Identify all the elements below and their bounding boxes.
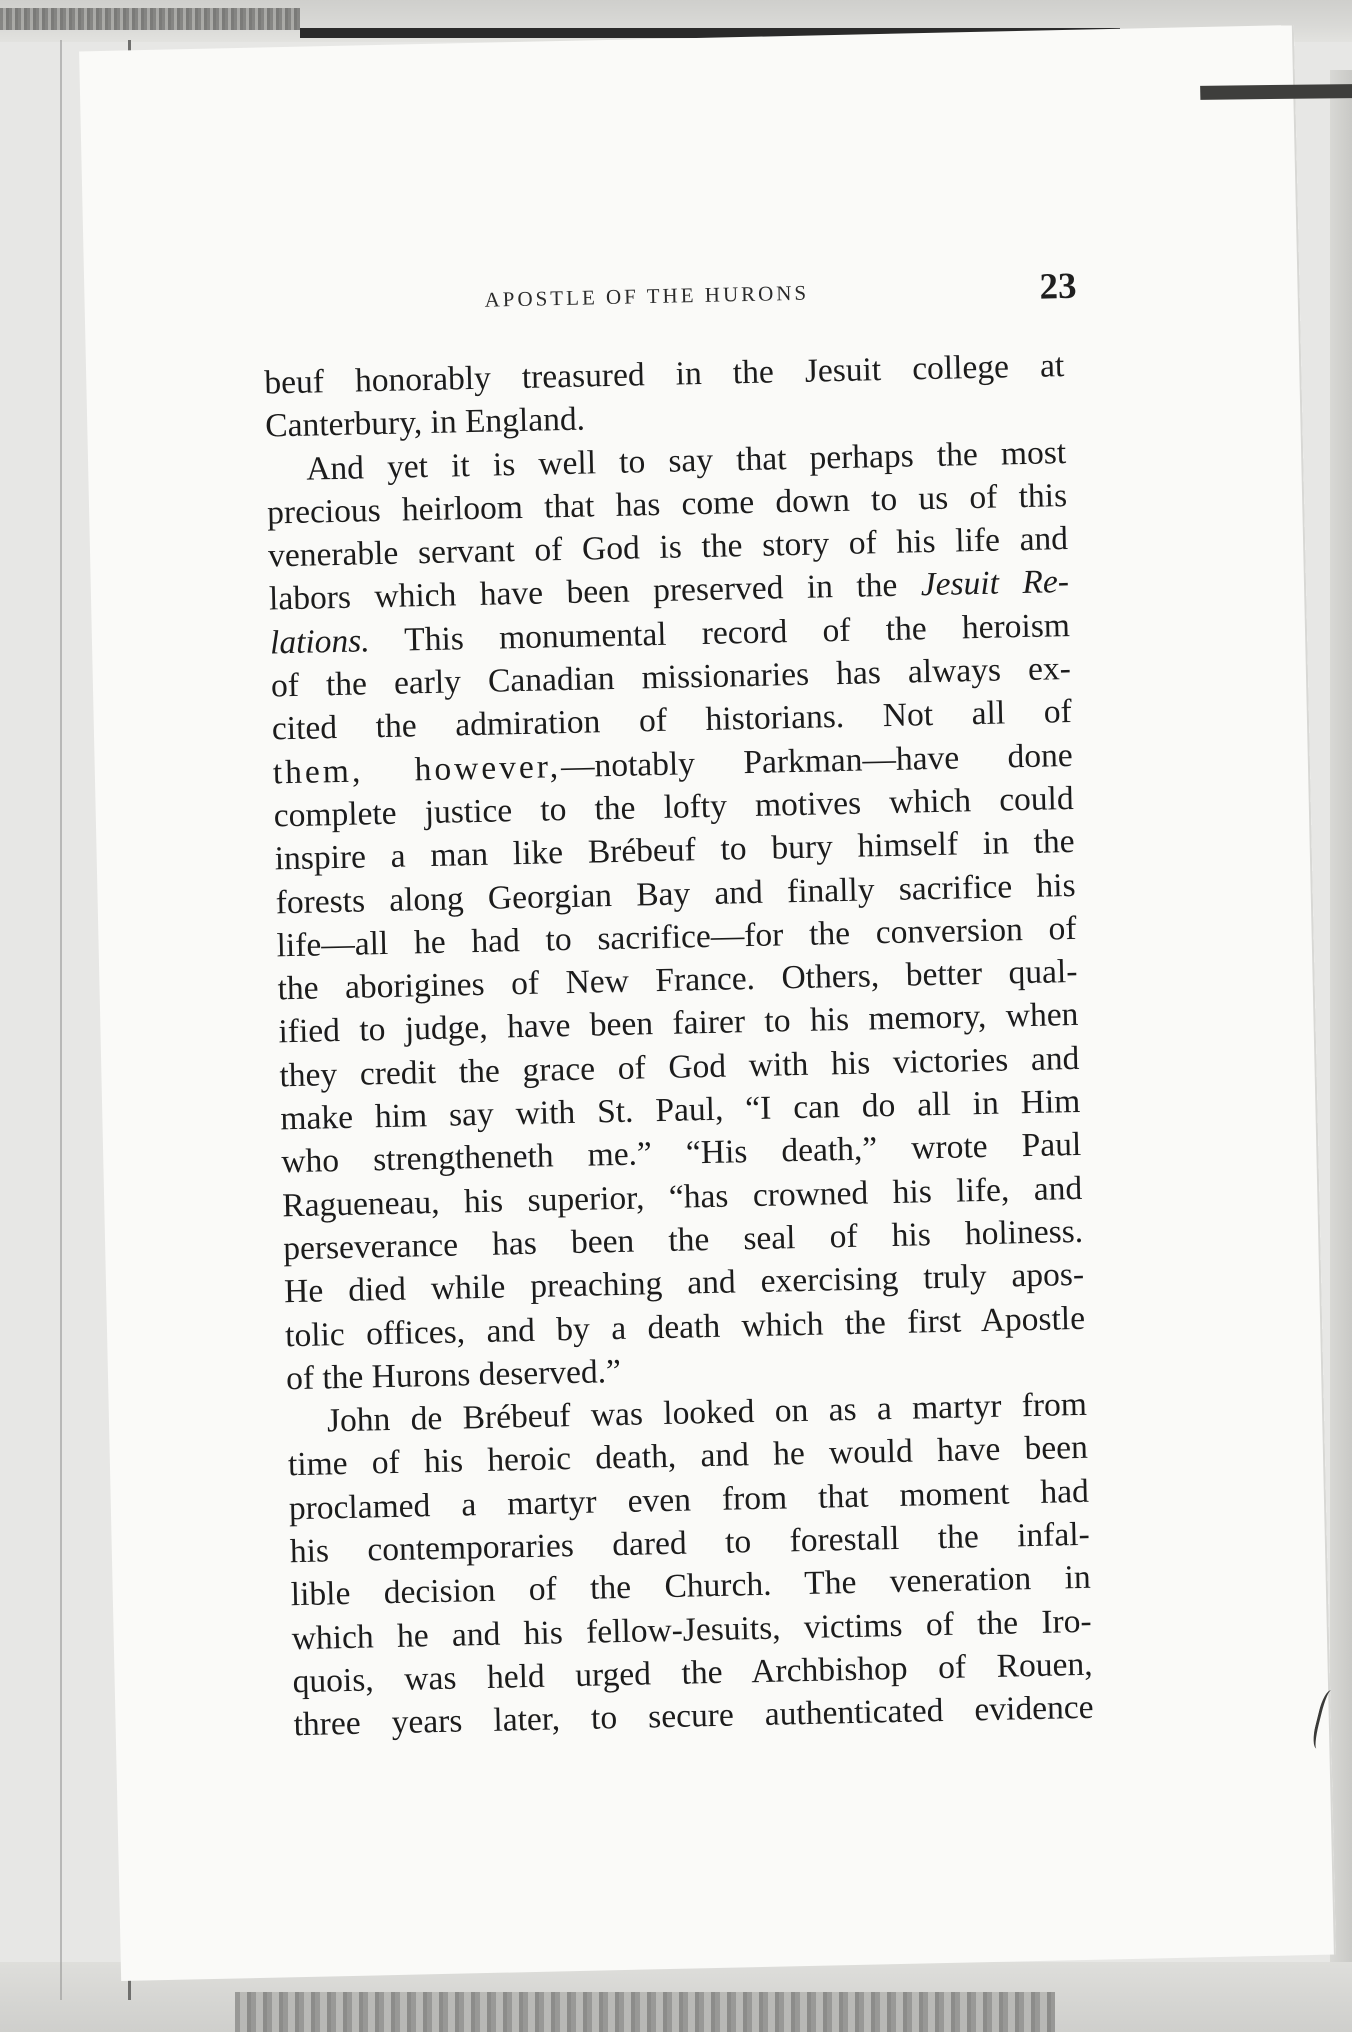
text-line: John de Brébeuf was looked on as a martyr from (326, 1385, 1088, 1440)
text-line: ified to judge, have been fairer to his memory, when (278, 996, 1079, 1051)
text-line: And yet it is well to say that perhaps the most (305, 433, 1067, 488)
text-fragment: labors which have been preserved in the (268, 567, 898, 618)
text-line: of the Hurons deserved.” (285, 1352, 622, 1398)
text-line: lible decision of the Church. The veneration in (290, 1559, 1092, 1614)
book-spine-shadow (60, 40, 62, 2000)
text-line: inspire a man like Brébeuf to bury himself in the (274, 823, 1075, 878)
scan-edge-mark (235, 1992, 1055, 2032)
text-line: forests along Georgian Bay and finally sacrifice his (275, 866, 1076, 921)
page-number: 23 (1039, 265, 1077, 308)
text-fragment: —notably Parkman—have done (560, 736, 1074, 785)
text-fragment: them, however, (272, 747, 562, 792)
italic-title: lations. (269, 622, 371, 662)
text-line: Canterbury, in England. (264, 400, 586, 445)
text-line: life—all he had to sacrifice—for the conversion of (276, 909, 1077, 965)
scan-edge-mark (0, 8, 300, 30)
body-text (264, 344, 1094, 1747)
text-line: three years later, to secure authenticated evidence (293, 1688, 1094, 1744)
text-line: beuf honorably treasured in the Jesuit college at (263, 347, 1065, 402)
text-line: venerable servant of God is the story of his life and (267, 520, 1069, 575)
text-fragment: This monumental record of the heroism (403, 606, 1071, 659)
text-line: He died while preaching and exercising truly apos- (283, 1256, 1085, 1311)
page-top-shadow (1200, 83, 1352, 100)
text-line: his contemporaries dared to forestall the infal- (289, 1515, 1091, 1571)
text-line: Ragueneau, his superior, “has crowned his life, and (281, 1169, 1083, 1224)
text-line: perseverance has been the seal of his holiness. (282, 1212, 1084, 1268)
text-line: time of his heroic death, and he would have been (287, 1429, 1089, 1484)
text-line: cited the admiration of historians. Not all of (271, 693, 1073, 748)
text-line: of the early Canadian missionaries has always ex- (270, 650, 1072, 705)
text-line: make him say with St. Paul, “I can do all in Him (280, 1082, 1081, 1138)
running-title: APOSTLE OF THE HURONS (484, 280, 810, 312)
text-line: who strengtheneth me.” “His death,” wrote Paul (280, 1126, 1082, 1181)
text-line: precious heirloom that has come down to us of this (266, 476, 1068, 532)
text-line: quois, was held urged the Archbishop of Rouen, (292, 1645, 1093, 1701)
text-line: complete justice to the lofty motives which could (273, 779, 1075, 835)
running-head (84, 260, 1300, 346)
italic-title: Jesuit Re- (920, 563, 1070, 604)
text-line: which he and his fellow-Jesuits, victims of the Iro- (291, 1602, 1092, 1657)
text-line: tolic offices, and by a death which the first Apostle (284, 1299, 1086, 1354)
book-page (79, 25, 1336, 1981)
text-line: the aborigines of New France. Others, better qual- (277, 953, 1078, 1008)
text-line: proclamed a martyr even from that moment had (288, 1472, 1090, 1527)
text-line: they credit the grace of God with his victories and (279, 1039, 1080, 1095)
scan-right-edge (1330, 70, 1352, 1970)
